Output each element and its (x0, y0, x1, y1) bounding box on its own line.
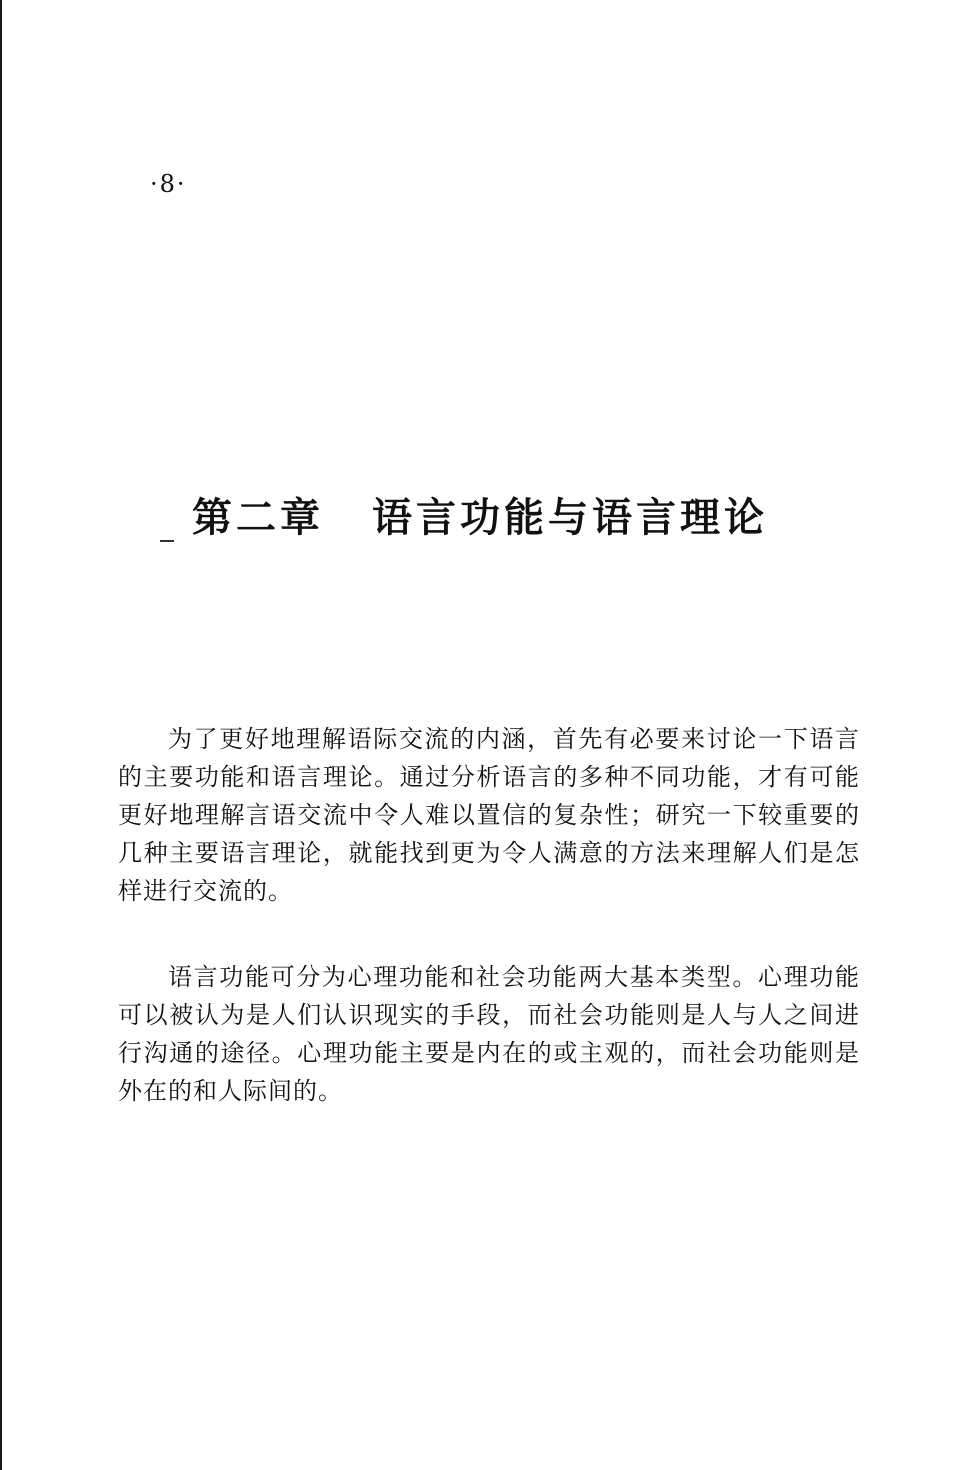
body-paragraph: 为了更好地理解语际交流的内涵，首先有必要来讨论一下语言的主要功能和语言理论。通过分析语言的多种不同功能，才有可能更好地理解言语交流中令人难以置信的复杂性；研究一下较重要的几种主要语言理论，就能找到更为令人满意的方法来理解人们是怎样进行交流的。 (118, 725, 860, 905)
chapter-title: 语言功能与语言理论 (372, 495, 768, 541)
chapter-number: 第二章 (192, 495, 324, 541)
chapter-heading (192, 486, 768, 543)
page-number: ·8· (150, 170, 187, 198)
print-speck (160, 540, 174, 542)
body-paragraph: 语言功能可分为心理功能和社会功能两大基本类型。心理功能可以被认为是人们认识现实的手段，而社会功能则是人与人之间进行沟通的途径。心理功能主要是内在的或主观的，而社会功能则是外在的和人际间的。 (118, 963, 860, 1105)
page-left-edge (0, 0, 2, 1470)
